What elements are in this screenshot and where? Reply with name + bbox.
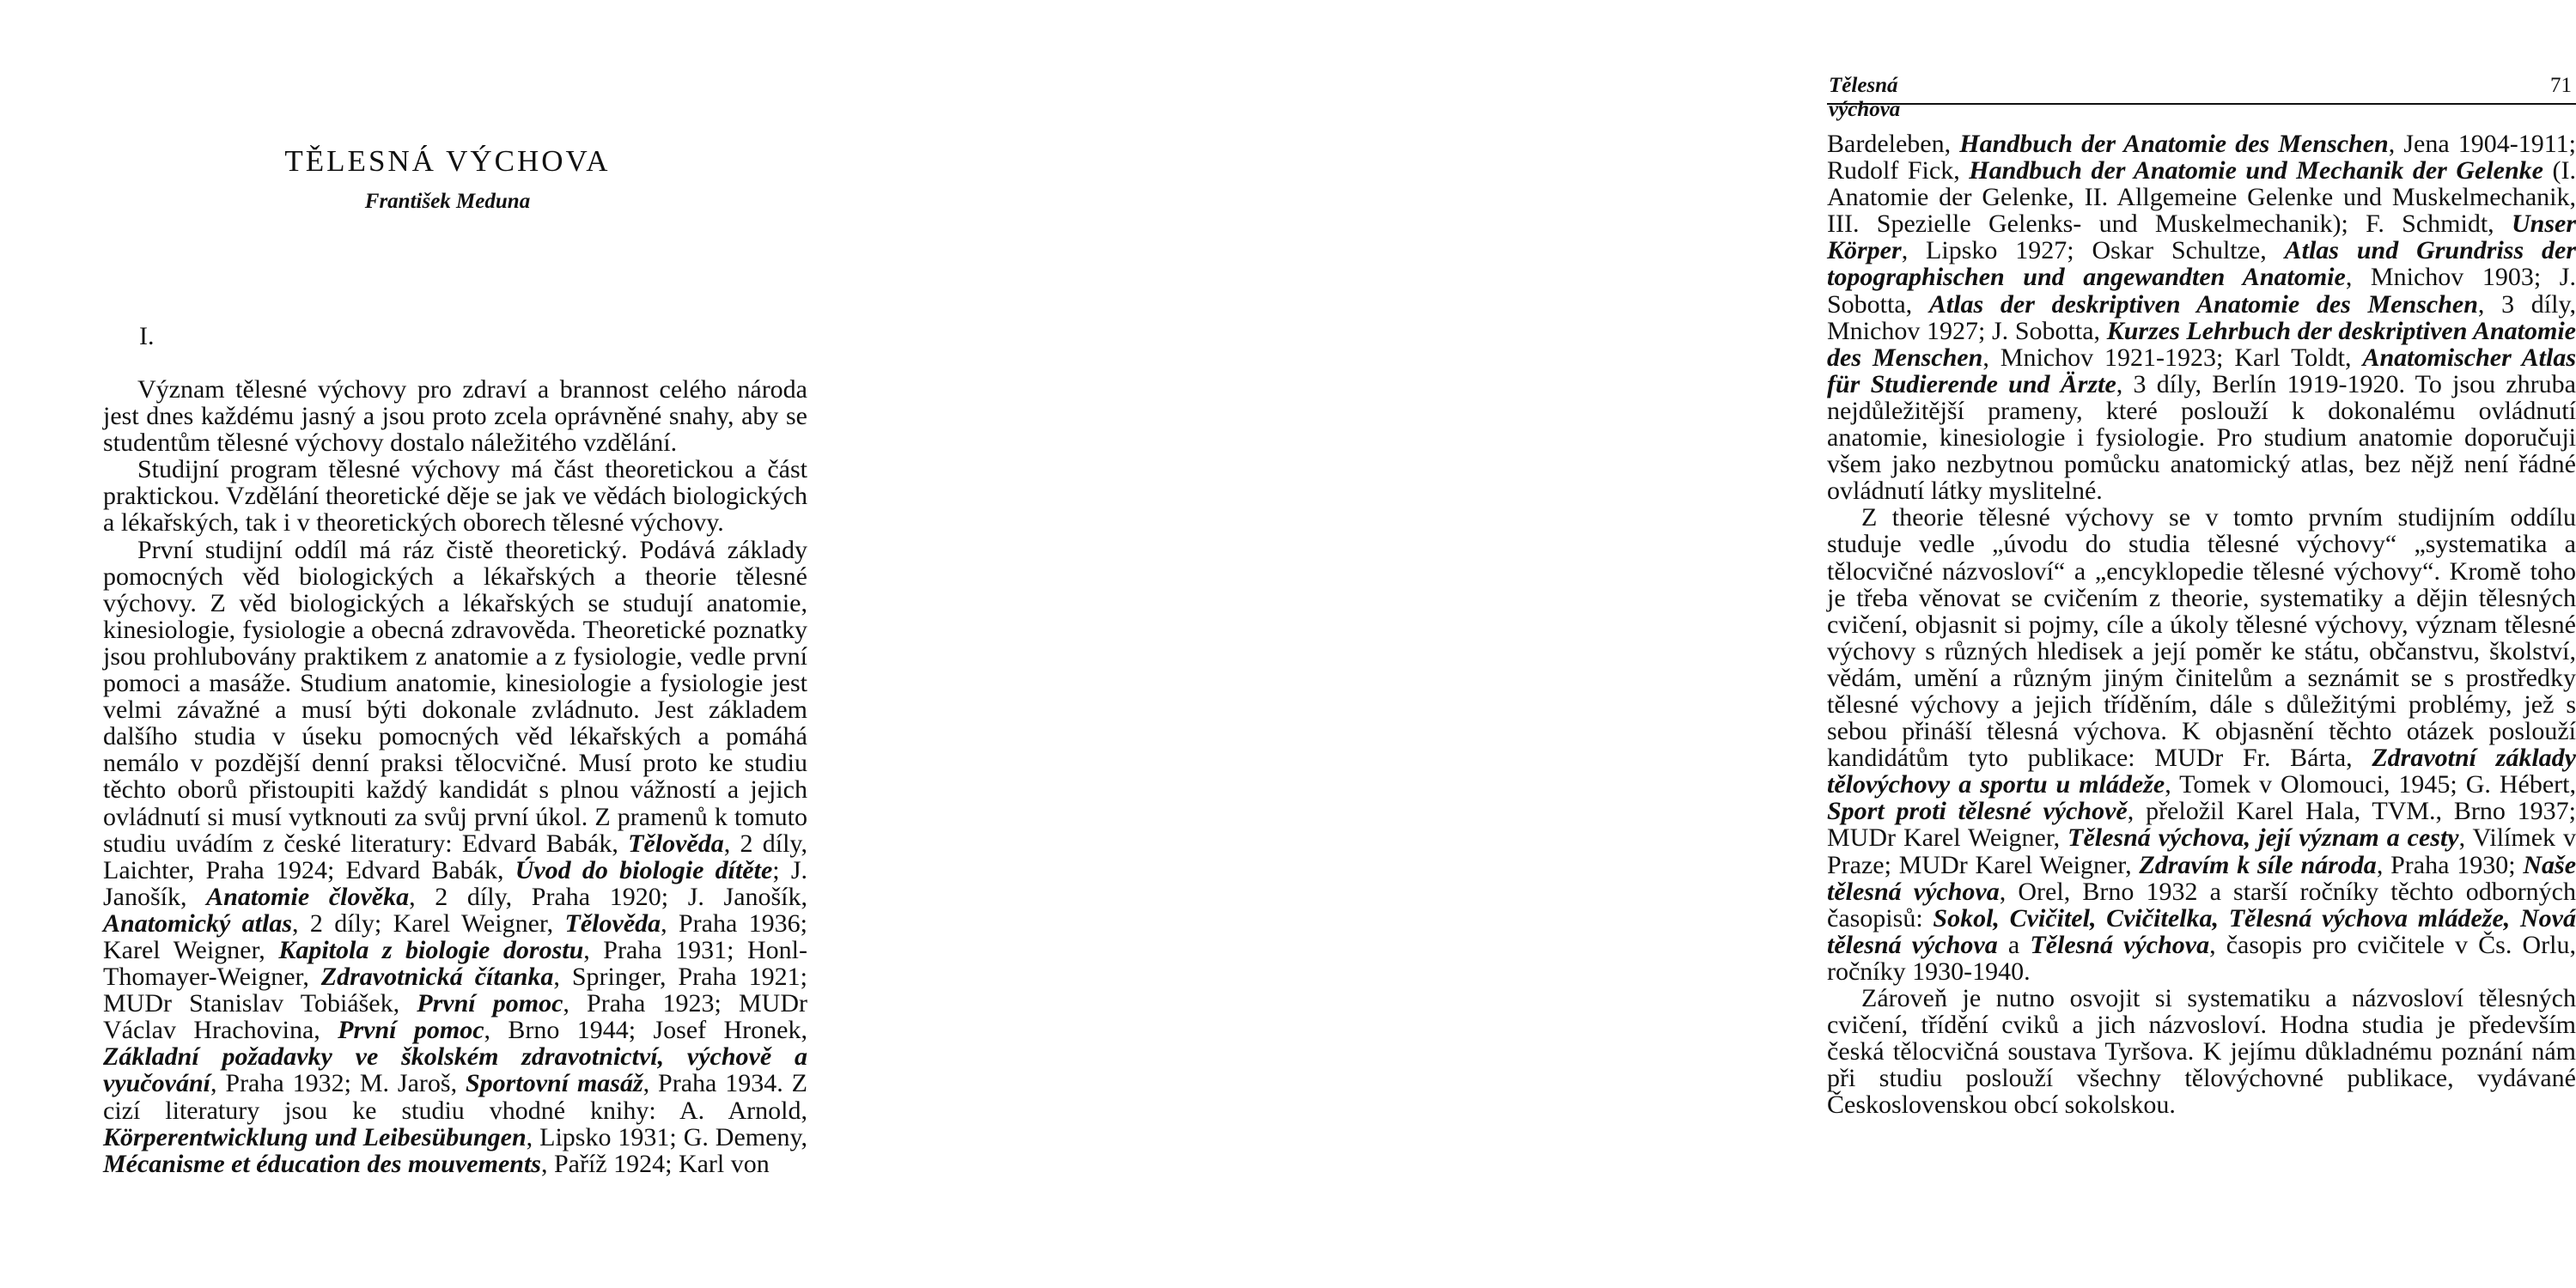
paragraph	[1827, 985, 2576, 1118]
text-run: , Praha 1936; Karel Weigner,	[103, 908, 807, 964]
paragraph	[1827, 504, 2576, 985]
text-run: , Vilímek v Praze; MUDr Karel Weigner,	[1827, 823, 2576, 879]
paragraph	[1827, 131, 2576, 504]
text-run: , Mnichov 1921-1923; Karl Toldt,	[1982, 343, 2363, 372]
text-run: Význam tělesné výchovy pro zdraví a brannost celého národa jest dnes každému jasný a jsou proto zcela oprávněné snahy, aby se studentům tělesné výchovy dostalo náležitého vzdělání.	[103, 375, 807, 458]
book-title: První pomoc	[417, 989, 563, 1018]
book-title: Zdravotnická čítanka	[320, 963, 554, 992]
text-run: (I. Anatomie der Gelenke, II. Allgemeine Gelenke und Muskelmechanik, III. Spezielle Gelenks- und Muskelmechanik); F. Schmidt,	[1827, 156, 2576, 239]
text-run: , Lipsko 1927; Oskar Schultze,	[1901, 236, 2285, 265]
text-run: , Jena 1904-1911; Rudolf Fick,	[1827, 130, 2576, 185]
book-title: Základní požadavky ve školském zdravotnictví, výchově a vyučování	[103, 1042, 807, 1098]
book-title: Sportovní masáž	[466, 1069, 643, 1098]
chapter-title: TĚLESNÁ VÝCHOVA	[284, 144, 611, 178]
text-run: Studijní program tělesné výchovy má část theoretickou a část praktickou. Vzdělání theoretické děje se jak ve vědách biologických a lékařských, tak i v theoretických oborech tělesné výchovy.	[103, 455, 807, 538]
text-run: , Praha 1930;	[2376, 850, 2524, 879]
book-title: Kapitola z biologie dorostu	[278, 935, 584, 964]
book-title: Handbuch der Anatomie und Mechanik der Gelenke	[1969, 156, 2543, 185]
text-run: , Paříž 1924; Karl von	[540, 1149, 770, 1178]
book-title: Naše tělesná výchova	[1827, 850, 2576, 906]
text-run: , Orel, Brno 1932 a starší ročníky těchto odborných časopisů:	[1827, 877, 2576, 933]
book-title: Zdravím k síle národa	[2139, 850, 2377, 879]
book-title: Tělověda	[564, 908, 661, 938]
paragraph	[103, 537, 807, 1177]
text-run: , přeložil Karel Hala, TVM., Brno 1937; MUDr Karel Weigner,	[1827, 797, 2576, 853]
text-run: , 3 díly, Mnichov 1927; J. Sobotta,	[1827, 289, 2576, 345]
header-rule	[1827, 103, 2576, 105]
book-title: Sport proti tělesné výchově	[1827, 797, 2128, 826]
text-run: , Tomek v Olomouci, 1945; G. Hébert,	[2165, 770, 2576, 799]
left-page	[0, 0, 875, 1288]
book-title: Úvod do biologie dítěte	[515, 855, 773, 884]
text-run: , Praha 1931; Honl-Thomayer-Weigner,	[103, 935, 807, 992]
text-run: , 2 díly, Praha 1920; J. Janošík,	[409, 882, 808, 911]
book-title: Tělesná výchova	[2030, 930, 2210, 959]
book-title: Atlas der deskriptiven Anatomie des Menschen	[1928, 289, 2478, 319]
book-title: Sokol, Cvičitel, Cvičitelka, Tělesná výchova mládeže, Nová tělesná výchova	[1827, 903, 2576, 959]
text-run: Bardeleben,	[1827, 130, 1960, 158]
text-run: , Mnichov 1903; J. Sobotta,	[1827, 263, 2576, 319]
book-title: První pomoc	[338, 1016, 484, 1045]
text-run: a	[1997, 930, 2031, 959]
text-run: , 3 díly, Berlín 1919-1920. To jsou zhruba nejdůležitější prameny, které poslouží k dokonalému ovládnutí anatomie, kinesiologie i fysiologie. Pro studium anatomie doporučuji všem jako nezbytnou pomůcku anatomický atlas, bez nějž není řádné ovládnutí látky myslitelné.	[1827, 369, 2576, 506]
text-run: , 2 díly; Karel Weigner,	[292, 908, 565, 938]
text-run: ; J. Janošík,	[103, 855, 808, 911]
text-run: , časopis pro cvičitele v Čs. Orlu, ročníky 1930-1940.	[1827, 930, 2576, 986]
text-run: , Springer, Praha 1921; MUDr Stanislav Tobiášek,	[103, 963, 808, 1018]
book-title: Anatomický atlas	[103, 908, 293, 938]
page-number: 71	[2550, 74, 2572, 97]
text-run: Zároveň je nutno osvojit si systematiku a názvosloví tělesných cvičení, třídění cviků a jich názvosloví. Hodna studia je především česká tělocvičná soustava Tyršova. K jejímu důkladnému poznání nám při studiu poslouží všechny tělovýchovné publikace, vydávané Československou obcí sokolskou.	[1827, 984, 2576, 1120]
author-name: František Meduna	[364, 190, 531, 213]
text-run: , Praha 1923; MUDr Václav Hrachovina,	[103, 989, 807, 1045]
book-title: Tělověda	[628, 829, 724, 858]
text-run: , Brno 1944; Josef Hronek,	[484, 1016, 807, 1045]
paragraph	[103, 376, 807, 456]
book-title: Unser Körper	[1827, 210, 2576, 265]
book-title: Anatomischer Atlas für Studierende und Ärzte	[1827, 343, 2576, 398]
book-title: Zdravotní základy tělovýchovy a sportu u mládeže	[1827, 744, 2576, 799]
text-run: Z theorie tělesné výchovy se v tomto prvním studijním oddílu studuje vedle „úvodu do studia tělesné výchovy“ „systematika a tělocvičné názvosloví“ a „encyklopedie tělesné výchovy“. Kromě toho je třeba věnovat se cvičením z theorie, systematiky a dějin tělesných cvičení, objasnit si pojmy, cíle a úkoly tělesné výchovy, význam tělesné výchovy s různých hledisek a její poměr ke státu, občanstvu, školství, vědám, umění a různým jiným činitelům a seznámit se s prostředky tělesné výchovy a jejich tříděním, dále s důležitými problémy, jež s sebou přináší tělesná výchova. K objasnění těchto otázek poslouží kandidátům tyto publikace: MUDr Fr. Bárta,	[1827, 503, 2576, 773]
book-title: Anatomie člověka	[206, 882, 410, 911]
text-run: První studijní oddíl má ráz čistě theoretický. Podává základy pomocných věd biologických a lékařských a theorie tělesné výchovy. Z věd biologických a lékařských se studují anatomie, kinesiologie, fysiologie a obecná zdravověda. Theoretické poznatky jsou prohlubovány praktikem z anatomie a z fysiologie, vedle první pomoci a masáže. Studium anatomie, kinesiologie a fysiologie jest velmi závažné a musí býti dokonale zvládnuto. Jest základem dalšího studia v úseku pomocných věd lékařských a pomáhá nemálo v pozdější denní praksi tělocvičné. Musí proto ke studiu těchto oborů přistoupiti každý kandidát s plnou vážností a jejich ovládnutí si musí vytknouti za svůj první úkol. Z pramenů k tomuto studiu uvádím z české literatury: Edvard Babák,	[103, 535, 807, 858]
right-page	[875, 0, 2576, 1288]
book-title: Handbuch der Anatomie des Menschen	[1959, 130, 2389, 158]
text-run: , Praha 1934. Z cizí literatury jsou ke studiu vhodné knihy: A. Arnold,	[103, 1069, 807, 1125]
book-title: Körperentwicklung und Leibesübungen	[103, 1122, 527, 1151]
running-head: Tělesná výchova	[1829, 74, 1901, 121]
book-title: Kurzes Lehrbuch der deskriptiven Anatomie des Menschen	[1827, 316, 2576, 372]
book-title: Atlas und Grundriss der topographischen und angewandten Anatomie	[1827, 236, 2576, 292]
section-number: I.	[139, 322, 155, 350]
paragraph	[103, 456, 807, 536]
left-body-text	[103, 376, 807, 1177]
text-run: , Lipsko 1931; G. Demeny,	[526, 1122, 807, 1151]
book-title: Tělesná výchova, její význam a cesty	[2067, 823, 2459, 853]
text-run: , Praha 1932; M. Jaroš,	[210, 1069, 466, 1098]
book-title: Mécanisme et éducation des mouvements	[103, 1149, 541, 1178]
right-body-text	[1827, 131, 2576, 1118]
text-run: , 2 díly, Laichter, Praha 1924; Edvard Babák,	[103, 829, 807, 884]
